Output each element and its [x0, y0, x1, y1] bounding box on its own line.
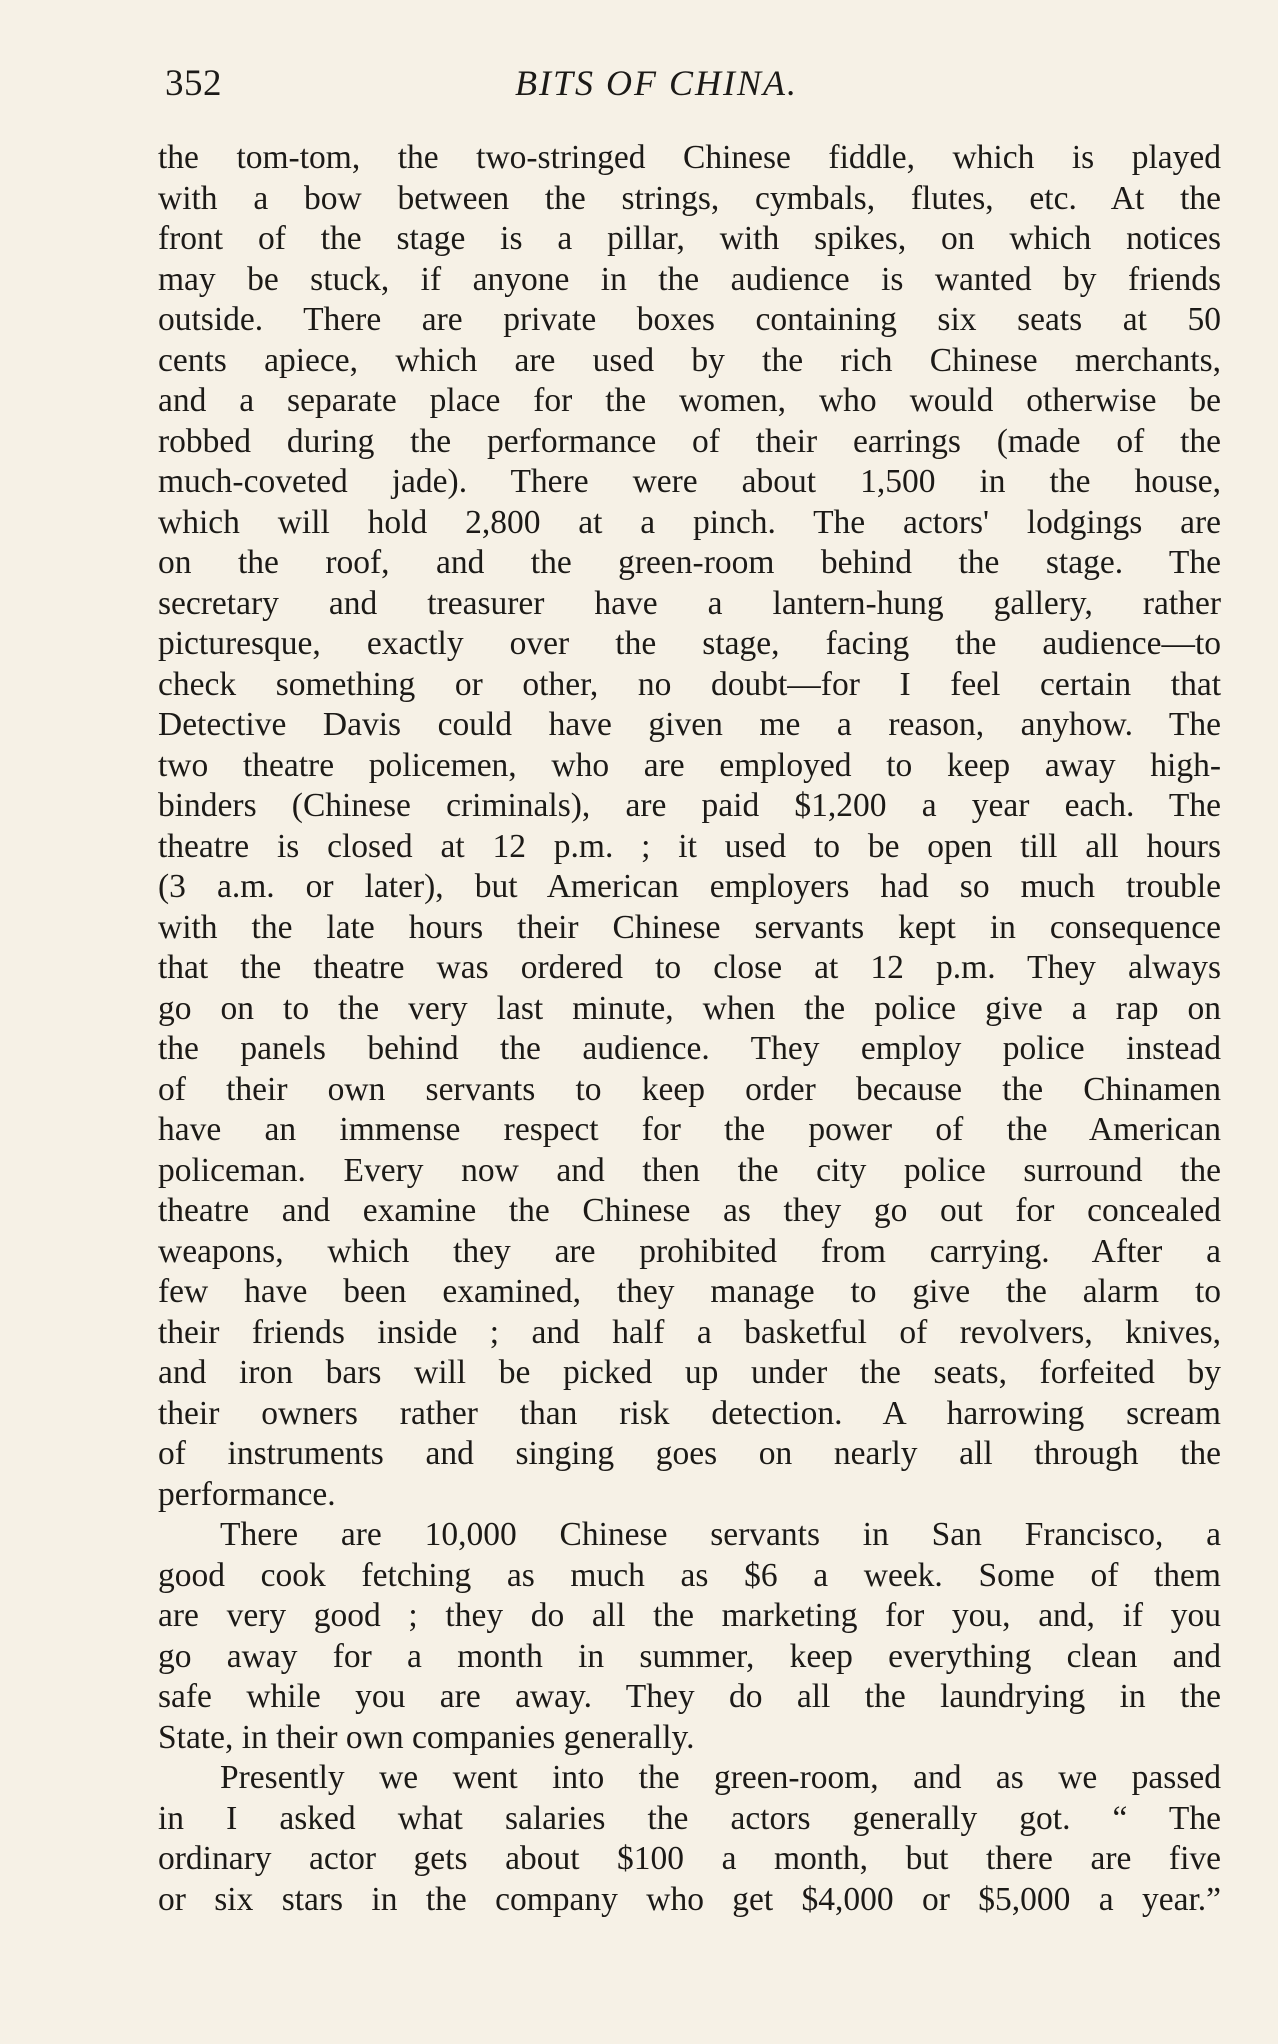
text-line: secretary and treasurer have a lantern-hung gallery, rather	[158, 584, 1221, 622]
text-line: cents apiece, which are used by the rich Chinese merchants,	[158, 341, 1221, 379]
text-line: few have been examined, they manage to give the alarm to	[158, 1273, 1221, 1310]
page-number: 352	[165, 63, 222, 104]
text-line: much-coveted jade). There were about 1,500 in the house,	[158, 463, 1221, 500]
text-line: good cook fetching as much as $6 a week. Some of them	[158, 1556, 1221, 1594]
text-line: weapons, which they are prohibited from carrying. After a	[158, 1232, 1221, 1270]
text-line: robbed during the performance of their earrings (made of the	[158, 422, 1221, 460]
text-line: that the theatre was ordered to close at 12 p.m. They always	[158, 949, 1221, 986]
text-line: go away for a month in summer, keep everything clean and	[158, 1637, 1221, 1675]
text-line: with the late hours their Chinese servants kept in consequence	[158, 908, 1221, 946]
text-line: with a bow between the strings, cymbals, flutes, etc. At the	[158, 179, 1221, 217]
text-line: have an immense respect for the power of the American	[158, 1111, 1221, 1148]
text-line: which will hold 2,800 at a pinch. The actors' lodgings are	[158, 503, 1221, 541]
text-line: go on to the very last minute, when the police give a rap on	[158, 989, 1221, 1027]
text-line: binders (Chinese criminals), are paid $1,200 a year each. The	[158, 787, 1221, 824]
text-line: the panels behind the audience. They employ police instead	[158, 1030, 1221, 1067]
text-line: their owners rather than risk detection. A harrowing scream	[158, 1394, 1221, 1432]
text-line: are very good ; they do all the marketing for you, and, if you	[158, 1597, 1221, 1634]
text-line: policeman. Every now and then the city police surround the	[158, 1151, 1221, 1189]
text-line: of their own servants to keep order because the Chinamen	[158, 1070, 1221, 1108]
text-line: There are 10,000 Chinese servants in San Francisco, a	[220, 1516, 1221, 1553]
text-line: State, in their own companies generally.	[158, 1718, 695, 1756]
text-line: and iron bars will be picked up under the seats, forfeited by	[158, 1354, 1221, 1391]
text-line: picturesque, exactly over the stage, facing the audience—to	[158, 625, 1221, 662]
text-line: safe while you are away. They do all the laundrying in the	[158, 1678, 1221, 1715]
text-line: their friends inside ; and half a basketful of revolvers, knives,	[158, 1313, 1221, 1351]
page-header	[165, 62, 1220, 106]
text-line: or six stars in the company who get $4,000 or $5,000 a year.”	[158, 1880, 1221, 1918]
text-line: Detective Davis could have given me a reason, anyhow. The	[158, 706, 1221, 743]
text-line: performance.	[158, 1475, 336, 1513]
text-line: (3 a.m. or later), but American employers had so much trouble	[158, 868, 1221, 905]
text-line: may be stuck, if anyone in the audience is wanted by friends	[158, 260, 1221, 298]
text-line: outside. There are private boxes containing six seats at 50	[158, 301, 1221, 338]
text-line: and a separate place for the women, who would otherwise be	[158, 382, 1221, 419]
text-line: check something or other, no doubt—for I feel certain that	[158, 665, 1221, 703]
text-line: in I asked what salaries the actors generally got. “ The	[158, 1799, 1221, 1837]
text-line: of instruments and singing goes on nearly all through the	[158, 1435, 1221, 1472]
text-line: front of the stage is a pillar, with spikes, on which notices	[158, 220, 1221, 257]
text-line: theatre and examine the Chinese as they go out for concealed	[158, 1192, 1221, 1229]
text-line: ordinary actor gets about $100 a month, but there are five	[158, 1840, 1221, 1877]
text-line: Presently we went into the green-room, and as we passed	[220, 1759, 1221, 1796]
text-line: on the roof, and the green-room behind the stage. The	[158, 544, 1221, 581]
body-text	[158, 138, 1221, 1920]
running-title: BITS OF CHINA.	[515, 63, 798, 103]
text-line: theatre is closed at 12 p.m. ; it used to be open till all hours	[158, 827, 1221, 865]
text-line: two theatre policemen, who are employed to keep away high-	[158, 746, 1221, 784]
text-line: the tom-tom, the two-stringed Chinese fiddle, which is played	[158, 139, 1221, 176]
